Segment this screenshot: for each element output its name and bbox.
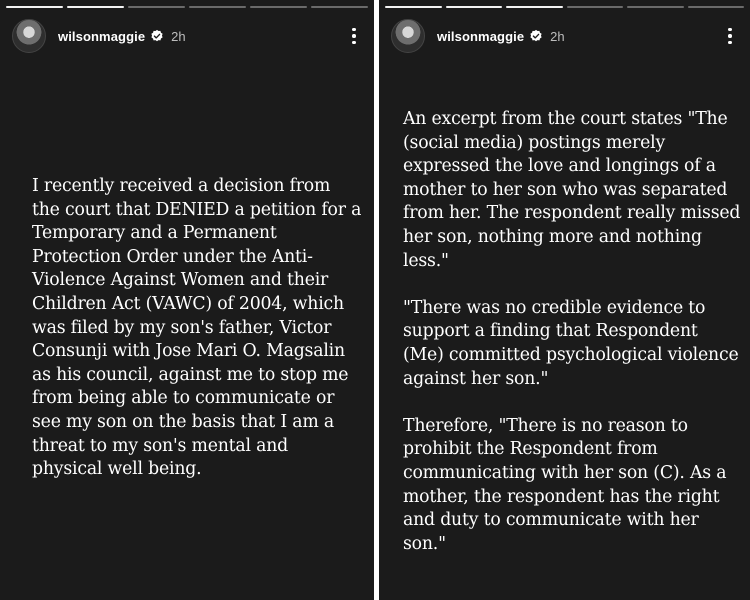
story-paragraph: "There was no credible evidence to support a finding that Respondent (Me) committed psychological violence against her son."	[403, 297, 739, 389]
username[interactable]: wilsonmaggie	[437, 28, 525, 44]
progress-segment	[250, 6, 307, 8]
progress-segment	[688, 6, 745, 8]
progress-segment	[567, 6, 624, 8]
progress-segment	[67, 6, 124, 8]
post-time: 2h	[171, 28, 186, 44]
story-progress-bar	[385, 6, 744, 8]
more-dot	[352, 28, 356, 32]
avatar[interactable]	[391, 19, 425, 53]
more-dot	[728, 41, 732, 45]
story-header	[12, 18, 364, 54]
story-paragraph: Therefore, "There is no reason to prohibit the Respondent from communicating with her son (C). As a mother, the respondent has the right and duty to communicate with her son."	[403, 415, 727, 554]
story-panel-right[interactable]	[379, 0, 750, 600]
progress-segment	[446, 6, 503, 8]
more-dot	[352, 41, 356, 45]
more-options-icon[interactable]	[344, 24, 364, 48]
more-options-icon[interactable]	[720, 24, 740, 48]
story-text	[32, 175, 362, 482]
verified-badge-icon	[529, 29, 543, 43]
more-dot	[352, 34, 356, 38]
progress-segment	[385, 6, 442, 8]
story-text	[403, 108, 743, 556]
story-paragraph: I recently received a decision from the court that DENIED a petition for a Temporary and a Permanent Protection Order under the Anti-Violence Against Women and their Children Act (VAWC) of 2004, which was filed by my son's father, Victor Consunji with Jose Mari O. Magsalin as his council, against me to stop me from being able to communicate or see my son on the basis that I am a threat to my son's mental and physical well being.	[32, 176, 362, 480]
avatar[interactable]	[12, 19, 46, 53]
progress-segment	[506, 6, 563, 8]
story-panel-left[interactable]	[0, 0, 374, 600]
story-paragraph: An excerpt from the court states "The (social media) postings merely expressed the love and longings of a mother to her son who was separated from her. The respondent really missed her son, nothing more and nothing less."	[403, 109, 741, 271]
progress-segment	[311, 6, 368, 8]
progress-segment	[128, 6, 185, 8]
story-header	[391, 18, 740, 54]
more-dot	[728, 34, 732, 38]
verified-badge-icon	[150, 29, 164, 43]
story-progress-bar	[6, 6, 368, 8]
progress-segment	[189, 6, 246, 8]
progress-segment	[6, 6, 63, 8]
post-time: 2h	[550, 28, 565, 44]
progress-segment	[627, 6, 684, 8]
more-dot	[728, 28, 732, 32]
username[interactable]: wilsonmaggie	[58, 28, 146, 44]
